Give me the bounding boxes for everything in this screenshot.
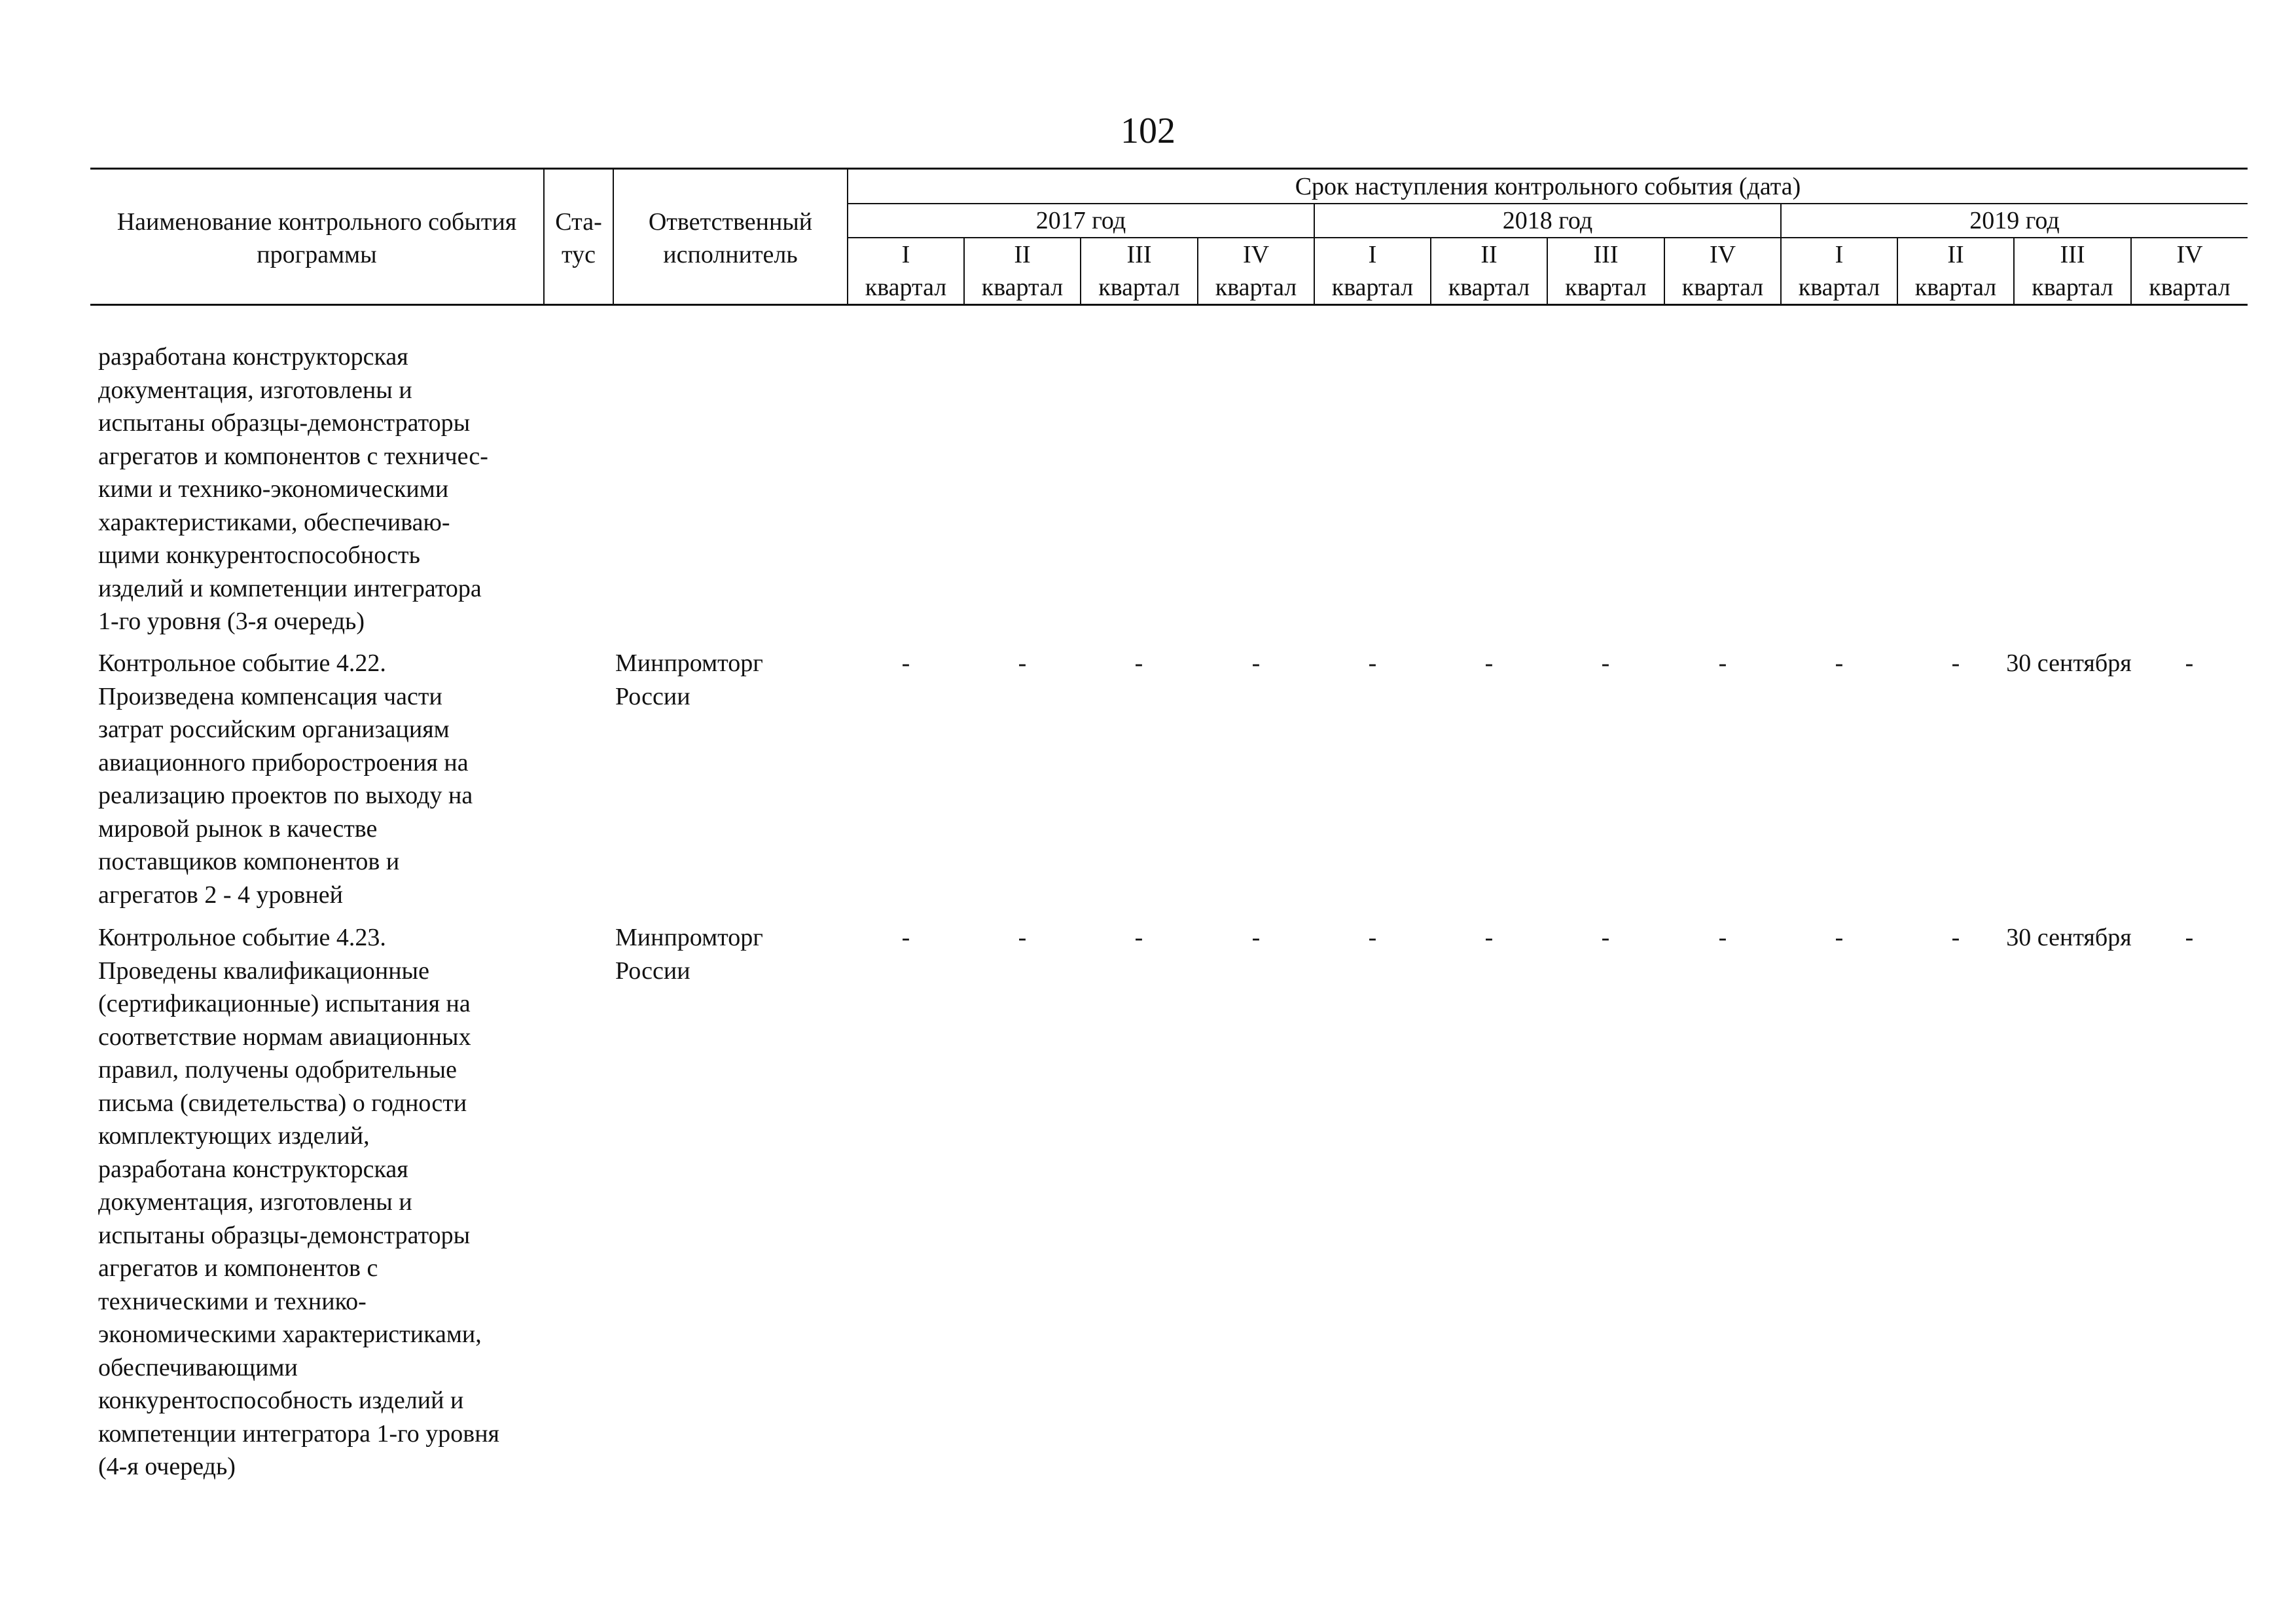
header-responsible-line1: Ответственный — [648, 208, 813, 236]
event-4-23-cell: - — [1251, 924, 1261, 951]
name-line: компетенции интегратора 1-го уровня — [98, 1419, 500, 1448]
header-name-line2: программы — [257, 241, 377, 268]
name-line: 1-го уровня (3-я очередь) — [98, 608, 365, 635]
event-4-23-date: 30 сентября — [2006, 924, 2132, 951]
event-4-23-responsible — [615, 921, 763, 987]
header-quarter-word: квартал — [1914, 274, 1997, 301]
header-year-2019: 2019 год — [1969, 207, 2060, 234]
header-year-2017: 2017 год — [1035, 207, 1126, 234]
event-4-22-cell: - — [1718, 649, 1727, 677]
name-line: Контрольное событие 4.22. — [98, 649, 386, 677]
header-quarter-numeral: II — [1480, 241, 1498, 268]
event-4-22-cell: - — [1018, 649, 1027, 677]
header-quarter-word: квартал — [1448, 274, 1530, 301]
header-quarter-word: квартал — [1331, 274, 1414, 301]
header-quarter-numeral: III — [1126, 241, 1152, 268]
name-line: техническими и технико- — [98, 1287, 367, 1315]
header-top-rule — [90, 168, 2248, 170]
name-line: разработана конструкторская — [98, 343, 408, 371]
header-quarter-numeral: III — [2060, 241, 2085, 268]
responsible-line: России — [615, 957, 691, 985]
name-line: поставщиков компонентов и — [98, 848, 400, 875]
table-header — [90, 168, 2248, 306]
header-status-line1: Ста- — [555, 208, 602, 236]
event-4-23-cell: - — [1484, 924, 1494, 951]
event-4-22-date: 30 сентября — [2006, 649, 2132, 677]
name-line: агрегатов 2 - 4 уровней — [98, 881, 343, 909]
header-quarter-word: квартал — [2149, 274, 2231, 301]
name-line: (сертификационные) испытания на — [98, 990, 471, 1017]
event-4-23-cell: - — [901, 924, 910, 951]
event-4-22-cell: - — [2185, 649, 2194, 677]
name-line: Проведены квалификационные — [98, 957, 429, 985]
name-line: испытаны образцы-демонстраторы — [98, 1221, 471, 1249]
header-quarter-numeral: IV — [1242, 241, 1270, 268]
row-continuation-name — [98, 340, 488, 638]
event-4-23-cell: - — [1601, 924, 1610, 951]
responsible-line: России — [615, 682, 691, 710]
header-quarter-word: квартал — [1798, 274, 1880, 301]
name-line: правил, получены одобрительные — [98, 1056, 457, 1084]
event-4-22-cell: - — [1601, 649, 1610, 677]
event-4-23-cell: - — [1835, 924, 1844, 951]
header-quarter-numeral: I — [901, 241, 910, 268]
header-year-2018: 2018 год — [1502, 207, 1593, 234]
name-line: Произведена компенсация части — [98, 682, 442, 710]
name-line: разработана конструкторская — [98, 1155, 408, 1183]
event-4-22-cell: - — [1368, 649, 1377, 677]
name-line: авиационного приборостроения на — [98, 748, 469, 776]
header-quarter-numeral: III — [1593, 241, 1619, 268]
header-quarter-numeral: IV — [1709, 241, 1736, 268]
header-quarter-word: квартал — [1565, 274, 1647, 301]
name-line: Контрольное событие 4.23. — [98, 924, 386, 951]
name-line: мировой рынок в качестве — [98, 814, 378, 843]
event-4-23-cell: - — [1368, 924, 1377, 951]
header-quarter-word: квартал — [865, 274, 947, 301]
name-line: конкурентоспособность изделий и — [98, 1387, 464, 1414]
name-line: кими и технико-экономическими — [98, 475, 449, 503]
header-quarter-word: квартал — [981, 274, 1064, 301]
header-quarter-numeral: IV — [2176, 241, 2203, 268]
event-4-22-cell: - — [901, 649, 910, 677]
name-line: соответствие нормам авиационных — [98, 1023, 471, 1051]
event-4-23-cell: - — [1018, 924, 1027, 951]
name-line: изделий и компетенции интегратора — [98, 574, 482, 602]
name-line: затрат российским организациям — [98, 716, 450, 743]
name-line: характеристиками, обеспечиваю- — [98, 508, 450, 536]
event-4-22-cell: - — [1951, 649, 1960, 677]
name-line: агрегатов и компонентов с — [98, 1254, 378, 1282]
name-line: испытаны образцы-демонстраторы — [98, 409, 471, 437]
event-4-22-cell: - — [1484, 649, 1494, 677]
name-line: обеспечивающими — [98, 1353, 298, 1381]
header-status-line2: тус — [562, 241, 596, 268]
name-line: документация, изготовлены и — [98, 376, 412, 404]
page-number: 102 — [1121, 111, 1175, 151]
header-deadline-title: Срок наступления контрольного события (дата) — [1295, 173, 1801, 200]
name-line: реализацию проектов по выходу на — [98, 782, 473, 809]
header-responsible-line2: исполнитель — [663, 241, 798, 268]
name-line: щими конкурентоспособность — [98, 541, 420, 569]
event-4-23-cell: - — [2185, 924, 2194, 951]
event-4-22-cell: - — [1251, 649, 1261, 677]
event-4-23-name — [98, 921, 499, 1484]
event-4-23-cell: - — [1951, 924, 1960, 951]
header-quarter-numeral: I — [1368, 241, 1377, 268]
header-quarter-word: квартал — [1098, 274, 1180, 301]
event-4-23-cell: - — [1718, 924, 1727, 951]
name-line: экономическими характеристиками, — [98, 1321, 482, 1348]
name-line: комплектующих изделий, — [98, 1122, 370, 1150]
event-4-22-cell: - — [1134, 649, 1143, 677]
event-4-22-responsible — [615, 647, 763, 713]
header-quarter-numeral: II — [1947, 241, 1964, 268]
header-bottom-rule — [90, 304, 2248, 306]
header-quarter-numeral: I — [1835, 241, 1844, 268]
event-4-22-name — [98, 647, 473, 911]
header-quarter-word: квартал — [2032, 274, 2113, 301]
event-4-23-cell: - — [1134, 924, 1143, 951]
header-quarter-numeral: II — [1014, 241, 1031, 268]
name-line: документация, изготовлены и — [98, 1188, 412, 1216]
name-line: агрегатов и компонентов с техничес- — [98, 442, 488, 470]
event-4-22-cell: - — [1835, 649, 1844, 677]
name-line: (4-я очередь) — [98, 1453, 236, 1480]
name-line: письма (свидетельства) о годности — [98, 1089, 467, 1117]
header-quarter-word: квартал — [1215, 274, 1297, 301]
responsible-line: Минпромторг — [615, 649, 763, 677]
responsible-line: Минпромторг — [615, 924, 763, 951]
header-name-line1: Наименование контрольного события — [117, 208, 517, 236]
header-quarter-word: квартал — [1681, 274, 1764, 301]
